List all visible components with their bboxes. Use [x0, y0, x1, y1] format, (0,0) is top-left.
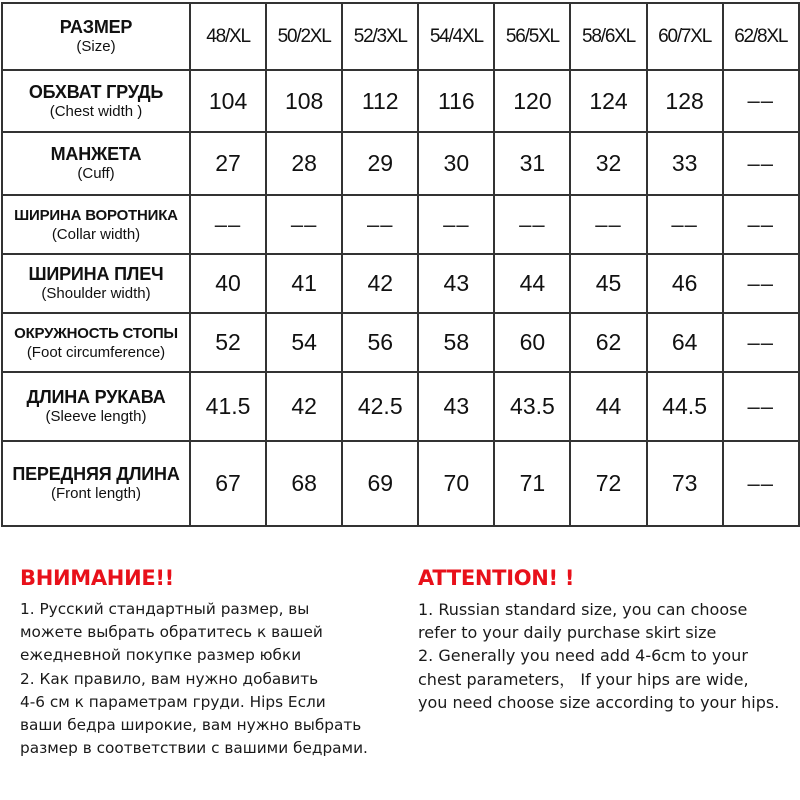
- note-line: размер в соответствии с вашими бедрами.: [20, 739, 368, 758]
- attention-note-english: [418, 566, 798, 714]
- measurement-value: 72: [570, 441, 646, 526]
- measurement-label-cell: [2, 70, 190, 132]
- measurement-value: 108: [266, 70, 342, 132]
- measurement-value: ––: [723, 132, 799, 195]
- measurement-value: ––: [723, 195, 799, 254]
- note-line: chest parameters， If your hips are wide,: [418, 669, 749, 689]
- measurement-value: 128: [647, 70, 723, 132]
- size-column-header: 50/2XL: [266, 3, 342, 70]
- note-line: ваши бедра широкие, вам нужно выбрать: [20, 716, 362, 735]
- measurement-value: 27: [190, 132, 266, 195]
- measurement-value: 52: [190, 313, 266, 372]
- note-line: 1. Russian standard size, you can choose: [418, 600, 748, 619]
- note-line: you need choose size according to your hips.: [418, 692, 780, 712]
- measurement-value: 31: [494, 132, 570, 195]
- measurement-value: 40: [190, 254, 266, 313]
- measurement-row: [2, 441, 799, 526]
- measurement-row: [2, 313, 799, 372]
- measurement-row: [2, 195, 799, 254]
- size-chart-table: [1, 2, 800, 527]
- measurement-value: 41.5: [190, 372, 266, 441]
- measurement-value: 112: [342, 70, 418, 132]
- measurement-row: [2, 132, 799, 195]
- measurement-value: ––: [266, 195, 342, 254]
- measurement-value: 70: [418, 441, 494, 526]
- measurement-label-cell: [2, 313, 190, 372]
- measurement-value: ––: [723, 372, 799, 441]
- measurement-value: 29: [342, 132, 418, 195]
- size-column-header: 56/5XL: [494, 3, 570, 70]
- measurement-row: [2, 372, 799, 441]
- measurement-label: ПЕРЕДНЯЯ ДЛИНА: [12, 464, 180, 484]
- measurement-value: 30: [418, 132, 494, 195]
- measurement-value: 42: [342, 254, 418, 313]
- measurement-label-cell: [2, 132, 190, 195]
- note-line: 1. Русский стандартный размер, вы: [20, 600, 310, 618]
- measurement-value: ––: [723, 441, 799, 526]
- size-column-header: 62/8XL: [723, 3, 799, 70]
- measurement-value: ––: [647, 195, 723, 254]
- measurement-label-english: (Front length): [50, 485, 142, 502]
- measurement-label-cell: [2, 195, 190, 254]
- measurement-label-english: (Shoulder width): [41, 285, 151, 302]
- note-line: ежедневной покупке размер юбки: [20, 646, 302, 665]
- size-header-label: РАЗМЕР: [59, 17, 133, 37]
- measurement-value: 28: [266, 132, 342, 195]
- measurement-value: ––: [342, 195, 418, 254]
- measurement-value: 43.5: [494, 372, 570, 441]
- measurement-value: 67: [190, 441, 266, 526]
- measurement-value: 71: [494, 441, 570, 526]
- measurement-label: ШИРИНА ВОРОТНИКА: [14, 207, 178, 224]
- measurement-label: ОБХВАТ ГРУДЬ: [28, 81, 164, 102]
- measurement-label: ОКРУЖНОСТЬ СТОПЫ: [14, 325, 178, 342]
- measurement-value: ––: [494, 195, 570, 254]
- measurement-value: 46: [647, 254, 723, 313]
- size-column-header: 54/4XL: [418, 3, 494, 70]
- measurement-value: 68: [266, 441, 342, 526]
- measurement-label-english: (Chest width ): [49, 102, 143, 120]
- measurement-value: ––: [723, 254, 799, 313]
- note-line: можете выбрать обратитесь к вашей: [20, 623, 323, 642]
- measurement-label-cell: [2, 254, 190, 313]
- measurement-value: 54: [266, 313, 342, 372]
- measurement-value: 73: [647, 441, 723, 526]
- measurement-value: 44: [570, 372, 646, 441]
- measurement-label-english: (Sleeve length): [45, 408, 147, 425]
- measurement-value: ––: [723, 70, 799, 132]
- measurement-value: ––: [190, 195, 266, 254]
- measurement-value: 42.5: [342, 372, 418, 441]
- measurement-label-english: (Collar width): [51, 226, 141, 243]
- size-header-cell: [2, 3, 190, 70]
- measurement-value: 124: [570, 70, 646, 132]
- measurement-value: 43: [418, 254, 494, 313]
- measurement-value: 45: [570, 254, 646, 313]
- measurement-value: 62: [570, 313, 646, 372]
- measurement-value: 58: [418, 313, 494, 372]
- measurement-value: 32: [570, 132, 646, 195]
- measurement-label-english: (Cuff): [77, 165, 115, 182]
- measurement-label-english: (Foot circumference): [26, 344, 166, 361]
- measurement-row: [2, 254, 799, 313]
- measurement-value: 64: [647, 313, 723, 372]
- measurement-value: 44.5: [647, 372, 723, 441]
- measurement-value: 43: [418, 372, 494, 441]
- measurement-label-cell: [2, 441, 190, 526]
- measurement-value: 60: [494, 313, 570, 372]
- attention-title-russian: ВНИМАНИЕ!!: [20, 566, 174, 590]
- measurement-value: 116: [418, 70, 494, 132]
- note-line: 2. Generally you need add 4-6cm to your: [418, 646, 748, 666]
- measurement-label-cell: [2, 372, 190, 441]
- note-line: refer to your daily purchase skirt size: [418, 623, 717, 643]
- measurement-row: [2, 70, 799, 132]
- measurement-value: 33: [647, 132, 723, 195]
- size-header-row: [2, 3, 799, 70]
- attention-title-english: ATTENTION! !: [418, 566, 575, 590]
- measurement-value: 41: [266, 254, 342, 313]
- measurement-value: 56: [342, 313, 418, 372]
- measurement-label: ШИРИНА ПЛЕЧ: [28, 264, 164, 284]
- attention-note-russian: [20, 566, 412, 760]
- measurement-value: 104: [190, 70, 266, 132]
- size-column-header: 48/XL: [190, 3, 266, 70]
- measurement-label: МАНЖЕТА: [50, 144, 142, 164]
- size-column-header: 52/3XL: [342, 3, 418, 70]
- measurement-value: 42: [266, 372, 342, 441]
- measurement-value: 44: [494, 254, 570, 313]
- measurement-value: ––: [418, 195, 494, 254]
- note-line: 4-6 см к параметрам груди. Hips Если: [20, 692, 326, 711]
- size-column-header: 60/7XL: [647, 3, 723, 70]
- size-column-header: 58/6XL: [570, 3, 646, 70]
- measurement-value: ––: [570, 195, 646, 254]
- measurement-value: 120: [494, 70, 570, 132]
- measurement-label: ДЛИНА РУКАВА: [26, 387, 166, 407]
- note-line: 2. Как правило, вам нужно добавить: [20, 669, 319, 688]
- measurement-value: 69: [342, 441, 418, 526]
- measurement-value: ––: [723, 313, 799, 372]
- size-header-sub: (Size): [76, 38, 116, 55]
